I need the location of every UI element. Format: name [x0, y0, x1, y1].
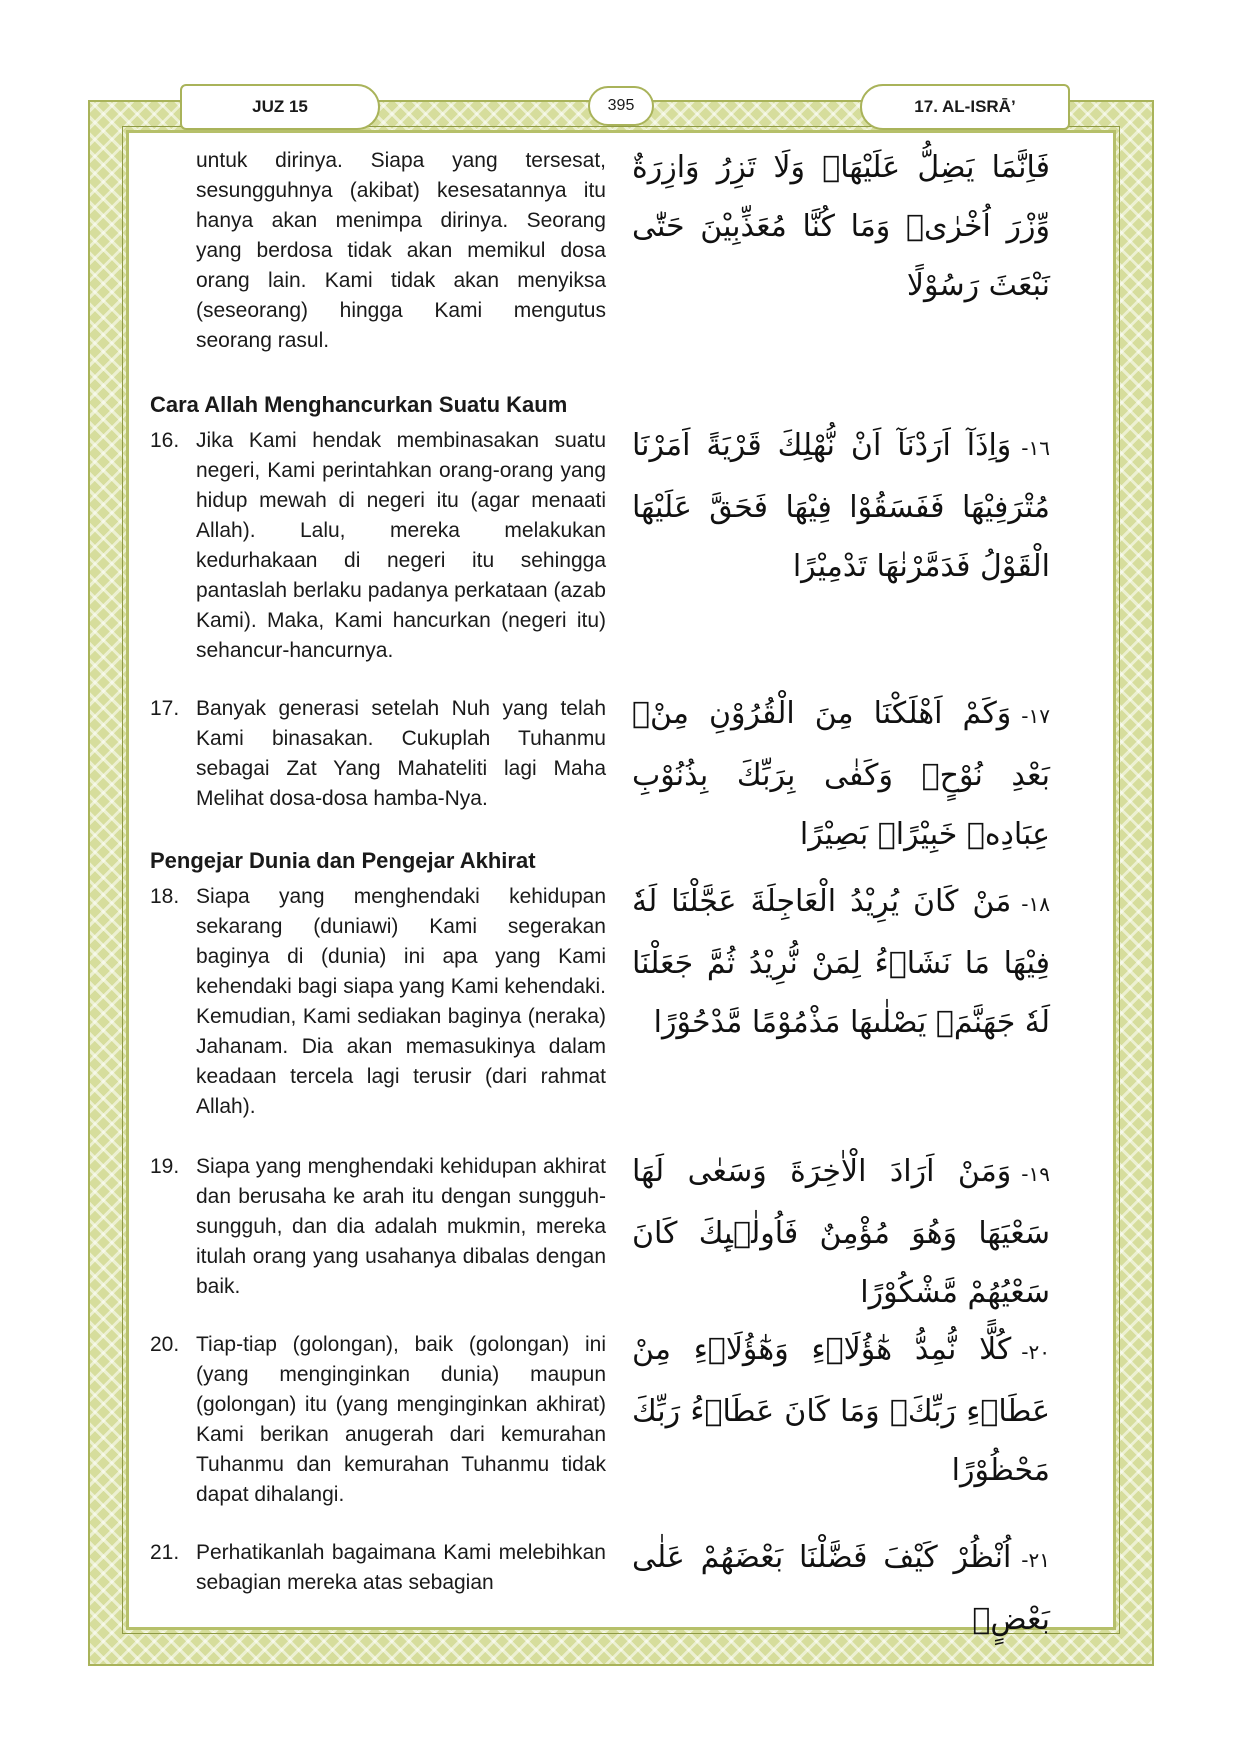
verse-translation — [150, 146, 606, 356]
verse-translation — [150, 1538, 606, 1598]
verse-arabic — [632, 138, 1050, 315]
arabic-text: كُلًّا نُّمِدُّ هٰٓؤُلَاۤءِ وَهٰٓؤُلَاۤءِ مِنْ عَطَاۤءِ رَبِّكَۗ وَمَا كَانَ عَطَاۤءُ رَبِّكَ مَحْظُوْرًا — [632, 1332, 1050, 1488]
arabic-verse-number: ١٨- — [1021, 892, 1050, 916]
translation-text: untuk dirinya. Siapa yang tersesat, sesungguhnya (akibat) kesesatannya itu hanya akan menimpa dirinya. Seorang yang berdosa tidak akan memikul dosa orang lain. Kami tidak akan menyiksa (seseorang) hingga Kami mengutus seorang rasul. — [196, 149, 606, 352]
verse-arabic — [632, 1142, 1050, 1322]
verse-arabic — [632, 1320, 1050, 1500]
verse-translation — [150, 694, 606, 814]
translation-text: Jika Kami hendak membinasakan suatu negeri, Kami perintahkan orang-orang yang hidup mewah di negeri itu (agar menaati Allah). Lalu, mereka melakukan kedurhakaan di negeri itu sehingga pantaslah berlaku padanya perkataan (azab Kami). Maka, Kami hancurkan (negeri itu) sehancur-hancurnya. — [196, 429, 606, 662]
verse-translation — [150, 1152, 606, 1302]
arabic-verse-number: ٢٠- — [1021, 1340, 1050, 1364]
verse-number: 19. — [150, 1155, 180, 1178]
translation-text: Siapa yang menghendaki kehidupan akhirat dan berusaha ke arah itu dengan sungguh-sungguh, dan dia adalah mukmin, mereka itulah orang yang usahanya dibalas dengan baik. — [196, 1155, 606, 1298]
surah-label: 17. AL-ISRĀ’ — [860, 84, 1070, 130]
verse-number: 17. — [150, 697, 180, 720]
arabic-text: اُنْظُرْ كَيْفَ فَضَّلْنَا بَعْضَهُمْ عَلٰى بَعْضٍۗ — [632, 1540, 1050, 1637]
juz-label: JUZ 15 — [180, 84, 380, 130]
arabic-text: وَاِذَآ اَرَدْنَآ اَنْ نُّهْلِكَ قَرْيَةً اَمَرْنَا مُتْرَفِيْهَا فَفَسَقُوْا فِيْهَا فَحَقَّ عَلَيْهَا الْقَوْلُ فَدَمَّرْنٰهَا تَدْمِيْرًا — [632, 428, 1050, 584]
verse-arabic — [632, 684, 1050, 864]
section-heading: Cara Allah Menghancurkan Suatu Kaum — [150, 392, 568, 417]
translation-text: Tiap-tiap (golongan), baik (golongan) ini (yang menginginkan dunia) maupun (golongan) itu (yang menginginkan akhirat) Kami berikan anugerah dari kemurahan Tuhanmu dan kemurahan Tuhanmu tidak dapat dihalangi. — [196, 1333, 606, 1506]
arabic-text: فَاِنَّمَا يَضِلُّ عَلَيْهَاۗ وَلَا تَزِرُ وَازِرَةٌ وِّزْرَ اُخْرٰىۗ وَمَا كُنَّا مُعَذِّبِيْنَ حَتّٰى نَبْعَثَ رَسُوْلًا — [632, 150, 1050, 303]
verse-translation — [150, 426, 606, 666]
arabic-text: مَنْ كَانَ يُرِيْدُ الْعَاجِلَةَ عَجَّلْنَا لَهٗ فِيْهَا مَا نَشَاۤءُ لِمَنْ نُّرِيْدُ ثُمَّ جَعَلْنَا لَهٗ جَهَنَّمَۚ يَصْلٰىهَا مَذْمُوْمًا مَّدْحُوْرًا — [632, 884, 1050, 1040]
page-number: 395 — [588, 86, 654, 126]
arabic-verse-number: ١٩- — [1021, 1162, 1050, 1186]
verse-translation — [150, 1330, 606, 1510]
translation-text: Banyak generasi setelah Nuh yang telah Kami binasakan. Cukuplah Tuhanmu sebagai Zat Yang Mahateliti lagi Maha Melihat dosa-dosa hamba-Nya. — [196, 697, 606, 810]
translation-text: Siapa yang menghendaki kehidupan sekarang (duniawi) Kami segerakan baginya di (dunia) ini apa yang Kami kehendaki bagi siapa yang Kami kehendaki. Kemudian, Kami sediakan baginya (neraka) Jahanam. Dia akan memasukinya dalam keadaan tercela lagi terusir (dari rahmat Allah). — [196, 885, 606, 1118]
arabic-verse-number: ١٧- — [1021, 704, 1050, 728]
verse-number: 21. — [150, 1541, 180, 1564]
verse-arabic — [632, 1528, 1050, 1649]
arabic-text: وَكَمْ اَهْلَكْنَا مِنَ الْقُرُوْنِ مِنْۢ بَعْدِ نُوْحٍۗ وَكَفٰى بِرَبِّكَ بِذُنُوْبِ عِبَادِهٖ خَبِيْرًاۢ بَصِيْرًا — [632, 696, 1050, 852]
arabic-text: وَمَنْ اَرَادَ الْاٰخِرَةَ وَسَعٰى لَهَا سَعْيَهَا وَهُوَ مُؤْمِنٌ فَاُولٰۤىِٕكَ كَانَ سَعْيُهُمْ مَّشْكُوْرًا — [632, 1154, 1050, 1310]
section-heading: Pengejar Dunia dan Pengejar Akhirat — [150, 848, 536, 873]
verse-translation — [150, 882, 606, 1122]
verse-arabic — [632, 872, 1050, 1052]
arabic-verse-number: ١٦- — [1021, 436, 1050, 460]
verse-number: 20. — [150, 1333, 180, 1356]
verse-number: 18. — [150, 885, 180, 908]
verse-arabic — [632, 416, 1050, 596]
arabic-verse-number: ٢١- — [1021, 1548, 1050, 1572]
verse-number: 16. — [150, 429, 180, 452]
translation-text: Perhatikanlah bagaimana Kami melebihkan sebagian mereka atas sebagian — [196, 1541, 606, 1594]
